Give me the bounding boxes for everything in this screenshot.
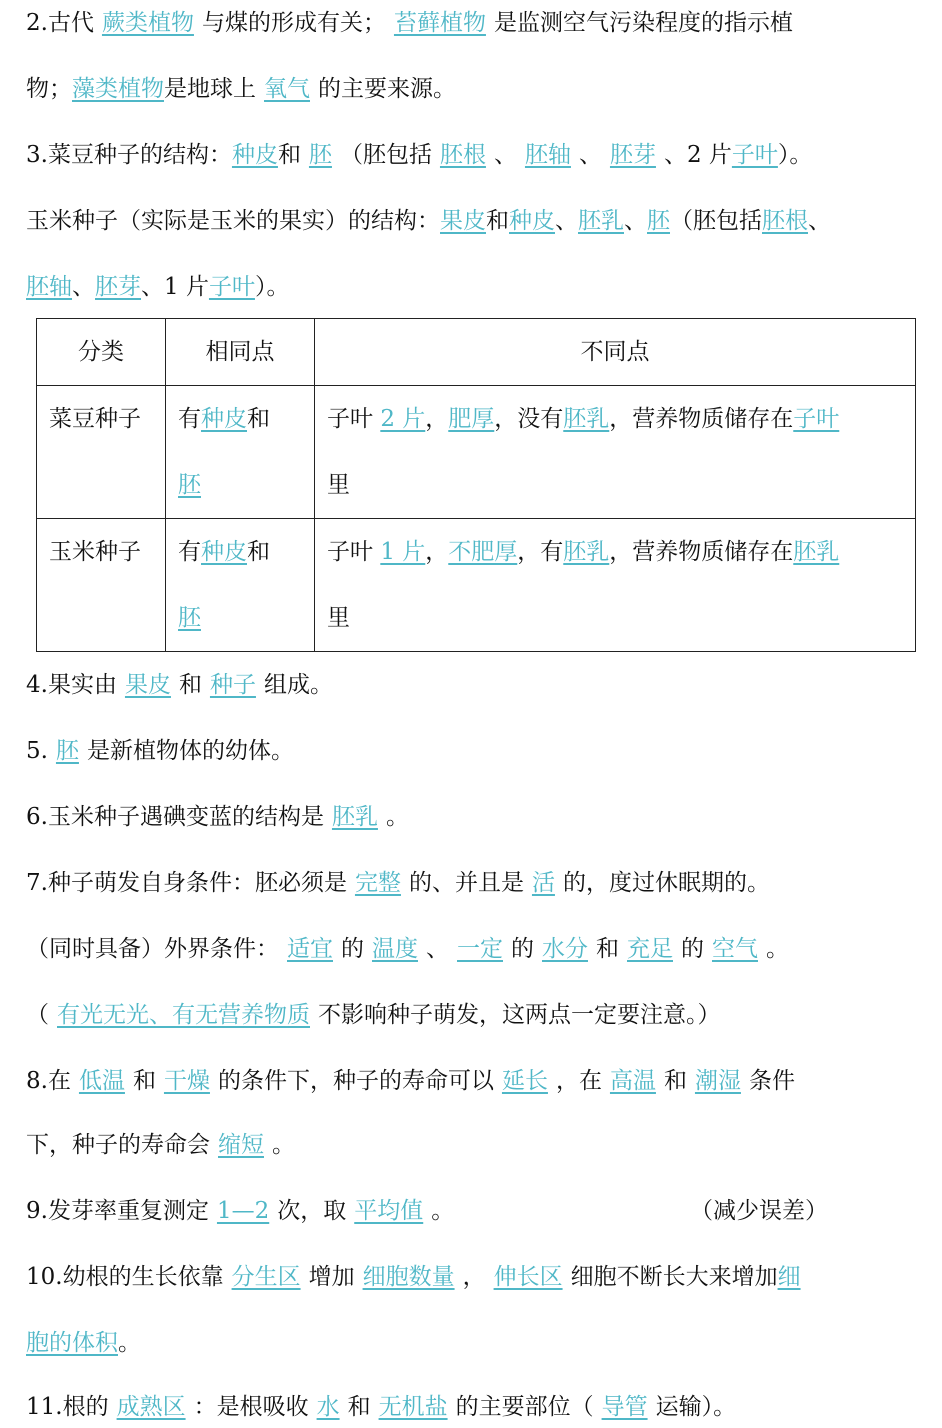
answer-blank: 干燥 xyxy=(163,1068,210,1094)
answer-blank: 胚 xyxy=(178,472,201,498)
answer-blank: 充足 xyxy=(627,936,673,962)
answer-blank: 高温 xyxy=(609,1068,656,1094)
answer-blank: 空气 xyxy=(712,936,758,962)
answer-blank: 胚芽 xyxy=(609,142,656,168)
line-corn-seed-cont: 胚轴、胚芽、1 片子叶）。 xyxy=(26,274,290,300)
answer-blank: 细 xyxy=(777,1264,801,1290)
answer-blank: 胚乳 xyxy=(563,539,610,565)
row-name: 玉米种子 xyxy=(37,519,166,652)
answer-blank: 果皮 xyxy=(124,672,171,698)
same-point-cell: 有种皮和 胚 xyxy=(166,386,315,519)
answer-blank: 潮湿 xyxy=(694,1068,741,1094)
answer-blank: 种皮 xyxy=(509,208,555,234)
answer-blank: 缩短 xyxy=(218,1132,264,1158)
answer-blank: 胚根 xyxy=(439,142,486,168)
table-header: 不同点 xyxy=(315,319,916,386)
line-9-germination-rate: 9.发芽率重复测定 1—2 次，取 平均值 。 xyxy=(26,1198,455,1224)
table-header: 分类 xyxy=(37,319,166,386)
line-7-germination: 7.种子萌发自身条件：胚必须是 完整 的、并且是 活 的，度过休眠期的。 xyxy=(26,870,770,896)
answer-blank: 低温 xyxy=(78,1068,125,1094)
answer-blank: 水分 xyxy=(542,936,588,962)
line-4-fruit: 4.果实由 果皮 和 种子 组成。 xyxy=(26,672,333,698)
table-row xyxy=(37,386,916,519)
answer-blank: 胚乳 xyxy=(331,804,378,830)
answer-blank: 细胞数量 xyxy=(362,1264,455,1290)
table-row xyxy=(37,519,916,652)
seed-comparison-table xyxy=(36,318,916,652)
line-7-note: （ 有光无光、有无营养物质 不影响种子萌发，这两点一定要注意。） xyxy=(26,1002,721,1028)
answer-blank: 胚 xyxy=(308,142,332,168)
answer-blank: 1—2 xyxy=(216,1198,270,1224)
answer-blank: 水 xyxy=(316,1394,340,1420)
answer-blank: 2 片 xyxy=(380,406,426,432)
answer-blank: 温度 xyxy=(372,936,418,962)
answer-blank: 蕨类植物 xyxy=(101,10,194,36)
table-header: 相同点 xyxy=(166,319,315,386)
diff-point-cell: 子叶 1 片，不肥厚，有胚乳，营养物质储存在胚乳 里 xyxy=(315,519,916,652)
answer-blank: 无机盐 xyxy=(378,1394,448,1420)
line-9-note: （减少误差） xyxy=(690,1198,828,1224)
line-11-root-absorb: 11.根的 成熟区 ：是根吸收 水 和 无机盐 的主要部位（ 导管 运输）。 xyxy=(26,1394,737,1420)
answer-blank: 1 片 xyxy=(380,539,426,565)
line-3-bean-seed: 3.菜豆种子的结构：种皮和 胚 （胚包括 胚根 、 胚轴 、 胚芽 、2 片子叶）。 xyxy=(26,142,813,168)
answer-blank: 子叶 xyxy=(793,406,840,432)
answer-blank: 胚乳 xyxy=(793,539,840,565)
answer-blank: 子叶 xyxy=(208,274,255,300)
answer-blank: 伸长区 xyxy=(493,1264,563,1290)
answer-blank: 子叶 xyxy=(731,142,778,168)
answer-blank: 分生区 xyxy=(231,1264,301,1290)
answer-blank: 有光无光、有无营养物质 xyxy=(57,1002,310,1028)
line-5-embryo: 5. 胚 是新植物体的幼体。 xyxy=(26,738,294,764)
answer-blank: 胚 xyxy=(647,208,670,234)
answer-blank: 种皮 xyxy=(231,142,278,168)
line-10-root-growth: 10.幼根的生长依靠 分生区 增加 细胞数量 ， 伸长区 细胞不断长大来增加细 xyxy=(26,1264,801,1290)
answer-blank: 一定 xyxy=(457,936,503,962)
answer-blank: 胚乳 xyxy=(578,208,624,234)
answer-blank: 胚根 xyxy=(762,208,808,234)
answer-blank: 成熟区 xyxy=(116,1394,186,1420)
diff-point-cell: 子叶 2 片，肥厚，没有胚乳，营养物质储存在子叶 里 xyxy=(315,386,916,519)
answer-blank: 活 xyxy=(531,870,555,896)
answer-blank: 种子 xyxy=(209,672,256,698)
line-8-cont: 下，种子的寿命会 缩短 。 xyxy=(26,1132,295,1158)
answer-blank: 胚 xyxy=(178,605,201,631)
line-7-external: （同时具备）外界条件： 适宜 的 温度 、 一定 的 水分 和 充足 的 空气 。 xyxy=(26,936,789,962)
answer-blank: 延长 xyxy=(501,1068,548,1094)
line-6-iodine: 6.玉米种子遇碘变蓝的结构是 胚乳 。 xyxy=(26,804,409,830)
answer-blank: 适宜 xyxy=(287,936,333,962)
answer-blank: 导管 xyxy=(601,1394,648,1420)
answer-blank: 胞的体积 xyxy=(26,1330,118,1356)
line-2-plants-coal: 2.古代 蕨类植物 与煤的形成有关； 苔藓植物 是监测空气污染程度的指示植 xyxy=(26,10,793,36)
answer-blank: 不肥厚 xyxy=(448,539,518,565)
answer-blank: 完整 xyxy=(354,870,401,896)
answer-blank: 平均值 xyxy=(354,1198,424,1224)
line-2-cont: 物；藻类植物是地球上 氧气 的主要来源。 xyxy=(26,76,456,102)
answer-blank: 胚轴 xyxy=(26,274,72,300)
line-corn-seed: 玉米种子（实际是玉米的果实）的结构：果皮和种皮、胚乳、胚（胚包括胚根、 xyxy=(26,208,831,234)
answer-blank: 苔藓植物 xyxy=(393,10,486,36)
answer-blank: 胚 xyxy=(55,738,79,764)
answer-blank: 种皮 xyxy=(201,406,247,432)
row-name: 菜豆种子 xyxy=(37,386,166,519)
answer-blank: 胚芽 xyxy=(95,274,141,300)
answer-blank: 氧气 xyxy=(264,76,310,102)
answer-blank: 藻类植物 xyxy=(72,76,164,102)
line-8-lifespan: 8.在 低温 和 干燥 的条件下，种子的寿命可以 延长 ，在 高温 和 潮湿 条件 xyxy=(26,1068,795,1094)
line-10-cont: 胞的体积。 xyxy=(26,1330,141,1356)
answer-blank: 果皮 xyxy=(440,208,486,234)
answer-blank: 肥厚 xyxy=(448,406,495,432)
same-point-cell: 有种皮和 胚 xyxy=(166,519,315,652)
table-header-row xyxy=(37,319,916,386)
answer-blank: 胚乳 xyxy=(563,406,610,432)
answer-blank: 胚轴 xyxy=(524,142,571,168)
answer-blank: 种皮 xyxy=(201,539,247,565)
